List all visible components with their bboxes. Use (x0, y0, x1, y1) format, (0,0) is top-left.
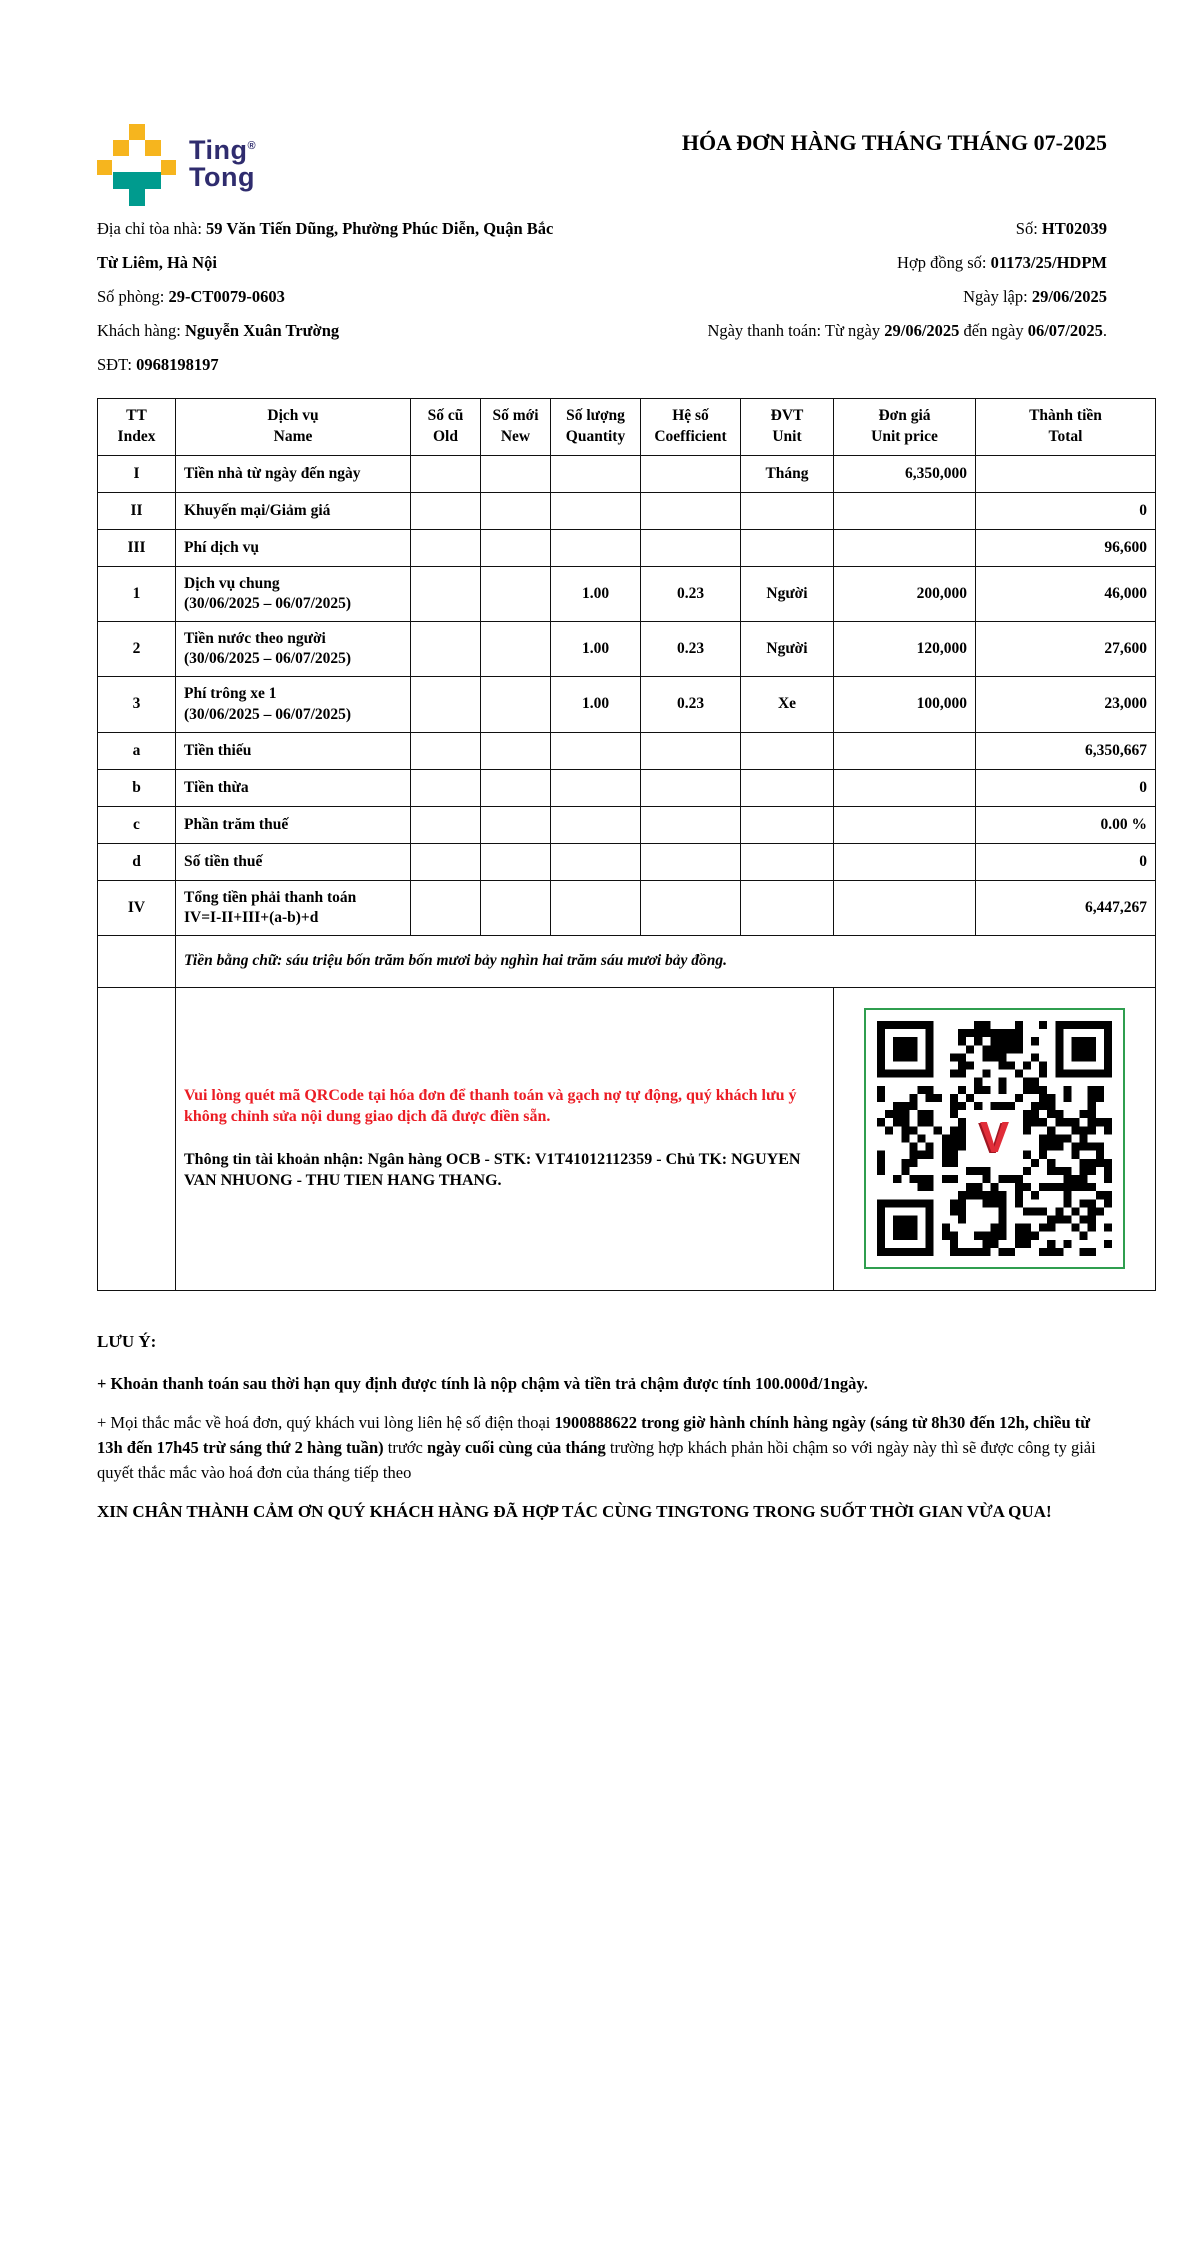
service-name-line2: (30/06/2025 – 06/07/2025) (184, 705, 352, 723)
cell-unit (741, 529, 834, 566)
cell-old (411, 732, 481, 769)
cell-new (481, 769, 551, 806)
cell-new (481, 806, 551, 843)
payment-qr-row (98, 987, 1156, 1290)
payment-period-line: Ngày thanh toán: Từ ngày 29/06/2025 đến ngày 06/07/2025. (707, 321, 1107, 340)
table-row (98, 880, 1156, 935)
cell-coefficient (641, 732, 741, 769)
customer-info (97, 212, 567, 382)
cell-coefficient (641, 492, 741, 529)
contact-note: + Mọi thắc mắc về hoá đơn, quý khách vui lòng liên hệ số điện thoại 1900888622 trong giờ hành chính hàng ngày (sáng từ 8h30 đến 12h, chiều từ 13h đến 17h45 trừ sáng thứ 2 hàng tuần) trước ngày cuối cùng của tháng trường hợp khách phản hồi chậm so với ngày này thì sẽ được công ty giải quyết thắc mắc vào hoá đơn của tháng tiếp theo (97, 1413, 1096, 1482)
table-row (98, 769, 1156, 806)
cell-total: 27,600 (976, 622, 1156, 677)
service-name-line1: Tiền nhà từ ngày đến ngày (184, 464, 361, 482)
cell-new (481, 843, 551, 880)
amount-in-words-label: Tiền bằng chữ: (184, 952, 287, 970)
footer-notes (97, 1329, 1107, 1525)
service-name-line1: Tiền thiếu (184, 741, 252, 759)
cell-service-name (176, 677, 411, 732)
cell-unit (741, 732, 834, 769)
logo-word-ting: Ting (189, 135, 248, 165)
cell-total: 23,000 (976, 677, 1156, 732)
col-header-new: Số mới New (481, 399, 551, 456)
cell-coefficient (641, 806, 741, 843)
invoice-number-line: Số: HT02039 (1015, 219, 1107, 238)
cell-quantity: 1.00 (551, 677, 641, 732)
amount-in-words (176, 935, 1156, 987)
cell-old (411, 769, 481, 806)
issue-date-line: Ngày lập: 29/06/2025 (963, 287, 1107, 306)
cell-service-name (176, 455, 411, 492)
phone-line: SĐT: 0968198197 (97, 355, 219, 374)
table-row (98, 806, 1156, 843)
logo-pixel (129, 124, 145, 140)
payment-instructions (176, 987, 834, 1290)
col-header-unit-price: Đơn giá Unit price (834, 399, 976, 456)
table-row (98, 622, 1156, 677)
thank-you-note: XIN CHÂN THÀNH CẢM ƠN QUÝ KHÁCH HÀNG ĐÃ HỢP TÁC CÙNG TINGTONG TRONG SUỐT THỜI GIAN VỪA QUA! (97, 1502, 1052, 1522)
cell-index: d (98, 843, 176, 880)
cell-new (481, 622, 551, 677)
cell-service-name (176, 529, 411, 566)
cell-quantity (551, 880, 641, 935)
cell-old (411, 529, 481, 566)
cell-old (411, 455, 481, 492)
contract-number-line: Hợp đồng số: 01173/25/HDPM (897, 253, 1107, 272)
cell-unit: Xe (741, 677, 834, 732)
service-name-line1: Khuyến mại/Giảm giá (184, 501, 331, 519)
customer-name-line: Khách hàng: Nguyễn Xuân Trường (97, 321, 340, 340)
service-name-line2: (30/06/2025 – 06/07/2025) (184, 594, 352, 612)
col-header-quantity: Số lượng Quantity (551, 399, 641, 456)
cell-index: II (98, 492, 176, 529)
cell-service-name (176, 769, 411, 806)
cell-unit-price (834, 769, 976, 806)
amount-in-words-row (98, 935, 1156, 987)
cell-total: 0 (976, 843, 1156, 880)
cell-index: I (98, 455, 176, 492)
logo-pixel (97, 160, 112, 175)
service-name-line1: Dịch vụ chung (184, 574, 280, 592)
cell-quantity: 1.00 (551, 566, 641, 621)
cell-unit: Người (741, 622, 834, 677)
qr-code (864, 1008, 1125, 1269)
cell-service-name (176, 880, 411, 935)
cell-index: IV (98, 880, 176, 935)
cell-new (481, 566, 551, 621)
col-header-coefficient: Hệ số Coefficient (641, 399, 741, 456)
col-header-old: Số cũ Old (411, 399, 481, 456)
col-header-total: Thành tiền Total (976, 399, 1156, 456)
amount-in-words-value: sáu triệu bốn trăm bốn mươi bảy nghìn hai trăm sáu mươi bảy đồng. (286, 952, 728, 970)
cell-coefficient (641, 769, 741, 806)
cell-unit-price: 120,000 (834, 622, 976, 677)
qr-row-spacer (98, 987, 176, 1290)
cell-service-name (176, 566, 411, 621)
cell-coefficient: 0.23 (641, 622, 741, 677)
cell-total: 0 (976, 492, 1156, 529)
cell-quantity (551, 843, 641, 880)
table-row (98, 566, 1156, 621)
cell-unit (741, 843, 834, 880)
cell-unit-price (834, 843, 976, 880)
cell-index: 1 (98, 566, 176, 621)
late-payment-note: + Khoản thanh toán sau thời hạn quy định được tính là nộp chậm và tiền trả chậm được tính 100.000đ/1ngày. (97, 1374, 868, 1394)
cell-total: 0 (976, 769, 1156, 806)
cell-index: 2 (98, 622, 176, 677)
cell-quantity (551, 732, 641, 769)
table-row (98, 843, 1156, 880)
cell-index: a (98, 732, 176, 769)
cell-unit-price: 100,000 (834, 677, 976, 732)
page-header (97, 122, 1107, 206)
tingtong-tree-icon (97, 122, 177, 206)
cell-coefficient (641, 529, 741, 566)
cell-quantity (551, 806, 641, 843)
cell-unit-price: 6,350,000 (834, 455, 976, 492)
cell-coefficient (641, 880, 741, 935)
vietqr-logo: V (979, 1113, 1010, 1163)
logo-pixel (129, 189, 145, 206)
cell-new (481, 492, 551, 529)
cell-new (481, 529, 551, 566)
cell-old (411, 843, 481, 880)
table-header-row (98, 399, 1156, 456)
bank-account-text: Thông tin tài khoản nhận: Ngân hàng OCB - STK: V1T41012112359 - Chủ TK: NGUYEN VAN NHUONG - THU TIEN HANG THANG. (184, 1150, 801, 1189)
logo-pixel (161, 160, 176, 175)
invoice-meta (567, 212, 1107, 382)
amount-in-words-spacer (98, 935, 176, 987)
cell-coefficient (641, 843, 741, 880)
service-name-line1: Phần trăm thuế (184, 815, 289, 833)
service-name-line1: Phí trông xe 1 (184, 685, 277, 703)
cell-index: III (98, 529, 176, 566)
cell-total: 6,350,667 (976, 732, 1156, 769)
table-row (98, 455, 1156, 492)
notes-heading: LƯU Ý: (97, 1331, 157, 1351)
service-name-line1: Phí dịch vụ (184, 538, 259, 556)
cell-index: b (98, 769, 176, 806)
cell-service-name (176, 843, 411, 880)
service-name-line1: Tiền nước theo người (184, 630, 326, 648)
table-row (98, 732, 1156, 769)
cell-total: 0.00 % (976, 806, 1156, 843)
cell-unit-price (834, 529, 976, 566)
building-address-line: Địa chỉ tòa nhà: 59 Văn Tiến Dũng, Phường Phúc Diễn, Quận Bắc Từ Liêm, Hà Nội (97, 219, 554, 272)
cell-coefficient (641, 455, 741, 492)
col-header-name: Dịch vụ Name (176, 399, 411, 456)
invoice-info (97, 212, 1107, 382)
table-row (98, 492, 1156, 529)
cell-old (411, 806, 481, 843)
cell-old (411, 622, 481, 677)
service-name-line2: (30/06/2025 – 06/07/2025) (184, 650, 352, 668)
cell-service-name (176, 806, 411, 843)
table-row (98, 677, 1156, 732)
cell-quantity: 1.00 (551, 622, 641, 677)
cell-old (411, 566, 481, 621)
logo-pixel (113, 172, 161, 189)
cell-unit (741, 880, 834, 935)
cell-index: c (98, 806, 176, 843)
cell-new (481, 732, 551, 769)
cell-unit (741, 806, 834, 843)
cell-old (411, 677, 481, 732)
cell-quantity (551, 529, 641, 566)
cell-unit-price (834, 492, 976, 529)
cell-quantity (551, 492, 641, 529)
tingtong-logo (97, 122, 417, 206)
cell-unit-price (834, 732, 976, 769)
cell-unit: Tháng (741, 455, 834, 492)
table-row (98, 529, 1156, 566)
invoice-table (97, 398, 1156, 1291)
cell-coefficient: 0.23 (641, 677, 741, 732)
invoice-title: HÓA ĐƠN HÀNG THÁNG THÁNG 07-2025 (681, 130, 1107, 155)
service-name-line1: Tiền thừa (184, 778, 249, 796)
cell-total: 6,447,267 (976, 880, 1156, 935)
cell-total: 46,000 (976, 566, 1156, 621)
tingtong-logo-text (189, 137, 256, 191)
service-name-line1: Tổng tiền phải thanh toán (184, 888, 357, 906)
qr-warning-text: Vui lòng quét mã QRCode tại hóa đơn để thanh toán và gạch nợ tự động, quý khách lưu ý không chỉnh sửa nội dung giao dịch đã được điền sẵn. (184, 1087, 797, 1126)
qr-code-cell (834, 987, 1156, 1290)
cell-old (411, 880, 481, 935)
cell-new (481, 880, 551, 935)
cell-service-name (176, 732, 411, 769)
registered-mark: ® (247, 140, 257, 152)
service-name-line2: IV=I-II+III+(a-b)+d (184, 908, 319, 926)
cell-unit-price (834, 880, 976, 935)
logo-pixel (145, 140, 161, 156)
service-name-line1: Số tiền thuế (184, 852, 263, 870)
cell-unit-price: 200,000 (834, 566, 976, 621)
cell-unit (741, 769, 834, 806)
cell-index: 3 (98, 677, 176, 732)
col-header-unit: ĐVT Unit (741, 399, 834, 456)
cell-unit (741, 492, 834, 529)
cell-total: 96,600 (976, 529, 1156, 566)
cell-quantity (551, 455, 641, 492)
cell-service-name (176, 492, 411, 529)
col-header-index: TT Index (98, 399, 176, 456)
cell-coefficient: 0.23 (641, 566, 741, 621)
cell-old (411, 492, 481, 529)
logo-word-tong: Tong (189, 162, 255, 192)
logo-pixel (113, 140, 129, 156)
cell-service-name (176, 622, 411, 677)
room-number-line: Số phòng: 29-CT0079-0603 (97, 287, 285, 306)
cell-quantity (551, 769, 641, 806)
cell-new (481, 455, 551, 492)
cell-new (481, 677, 551, 732)
cell-unit: Người (741, 566, 834, 621)
cell-unit-price (834, 806, 976, 843)
cell-total (976, 455, 1156, 492)
